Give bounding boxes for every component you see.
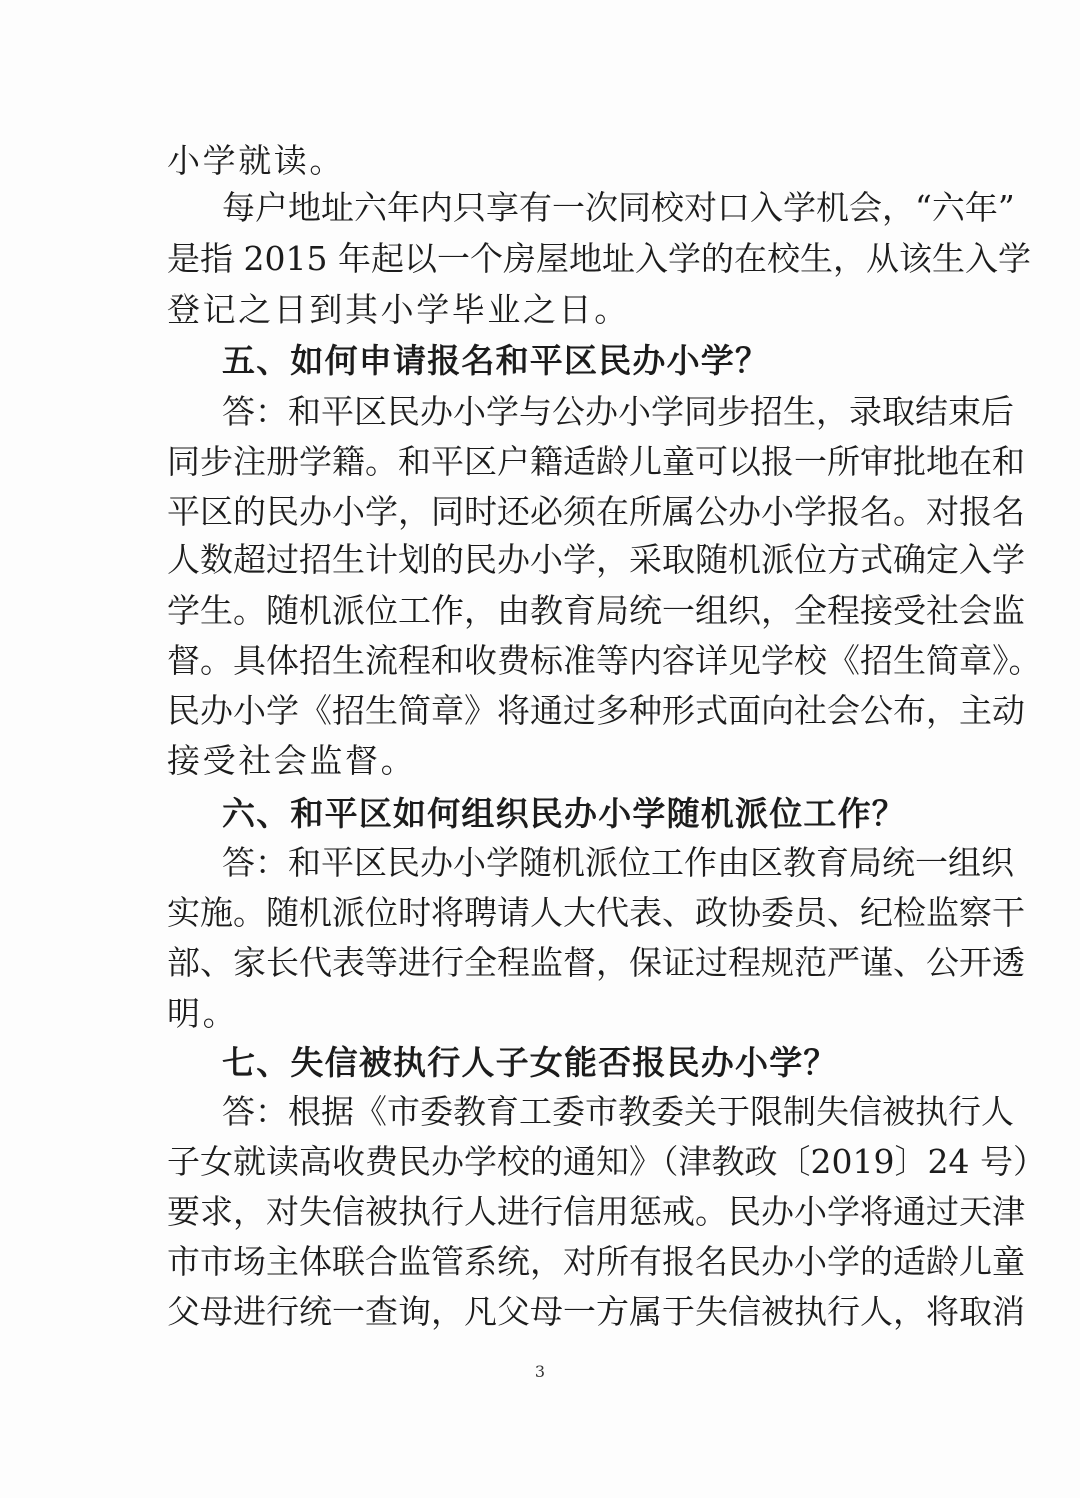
text-line: 市市场主体联合监管系统，对所有报名民办小学的适龄儿童 — [167, 1242, 1025, 1281]
text-line: 小学就读。 — [167, 141, 345, 180]
text-line: 平区的民办小学，同时还必须在所属公办小学报名。对报名 — [167, 492, 1025, 531]
section-heading-6: 六、和平区如何组织民办小学随机派位工作？ — [222, 794, 906, 833]
text-line: 父母进行统一查询，凡父母一方属于失信被执行人，将取消 — [167, 1292, 1025, 1331]
text-line: 接受社会监督。 — [167, 741, 417, 780]
text-line: 同步注册学籍。和平区户籍适龄儿童可以报一所审批地在和 — [167, 442, 1025, 481]
text-line: 是指 2015 年起以一个房屋地址入学的在校生，从该生入学 — [167, 239, 1031, 278]
text-line: 每户地址六年内只享有一次同校对口入学机会，“六年” — [222, 188, 1015, 227]
text-line: 答：和平区民办小学随机派位工作由区教育局统一组织 — [222, 843, 1014, 882]
text-line: 子女就读高收费民办学校的通知》（津教政〔2019〕24 号） — [167, 1142, 1046, 1181]
text-line: 学生。随机派位工作，由教育局统一组织，全程接受社会监 — [167, 591, 1025, 630]
text-line: 要求，对失信被执行人进行信用惩戒。民办小学将通过天津 — [167, 1192, 1025, 1231]
text-line: 督。具体招生流程和收费标准等内容详见学校《招生简章》。 — [167, 641, 1042, 680]
text-line: 登记之日到其小学毕业之日。 — [167, 290, 630, 329]
section-heading-7: 七、失信被执行人子女能否报民办小学？ — [222, 1043, 838, 1082]
text-line: 人数超过招生计划的民办小学，采取随机派位方式确定入学 — [167, 540, 1025, 579]
section-heading-5: 五、如何申请报名和平区民办小学？ — [222, 341, 770, 380]
text-line: 部、家长代表等进行全程监督，保证过程规范严谨、公开透 — [167, 943, 1025, 982]
text-line: 民办小学《招生简章》将通过多种形式面向社会公布，主动 — [167, 691, 1025, 730]
text-line: 答：根据《市委教育工委市教委关于限制失信被执行人 — [222, 1092, 1014, 1131]
text-line: 答：和平区民办小学与公办小学同步招生，录取结束后 — [222, 392, 1014, 431]
text-line: 实施。随机派位时将聘请人大代表、政协委员、纪检监察干 — [167, 893, 1025, 932]
page-number: 3 — [534, 1362, 546, 1381]
text-line: 明。 — [167, 994, 239, 1033]
